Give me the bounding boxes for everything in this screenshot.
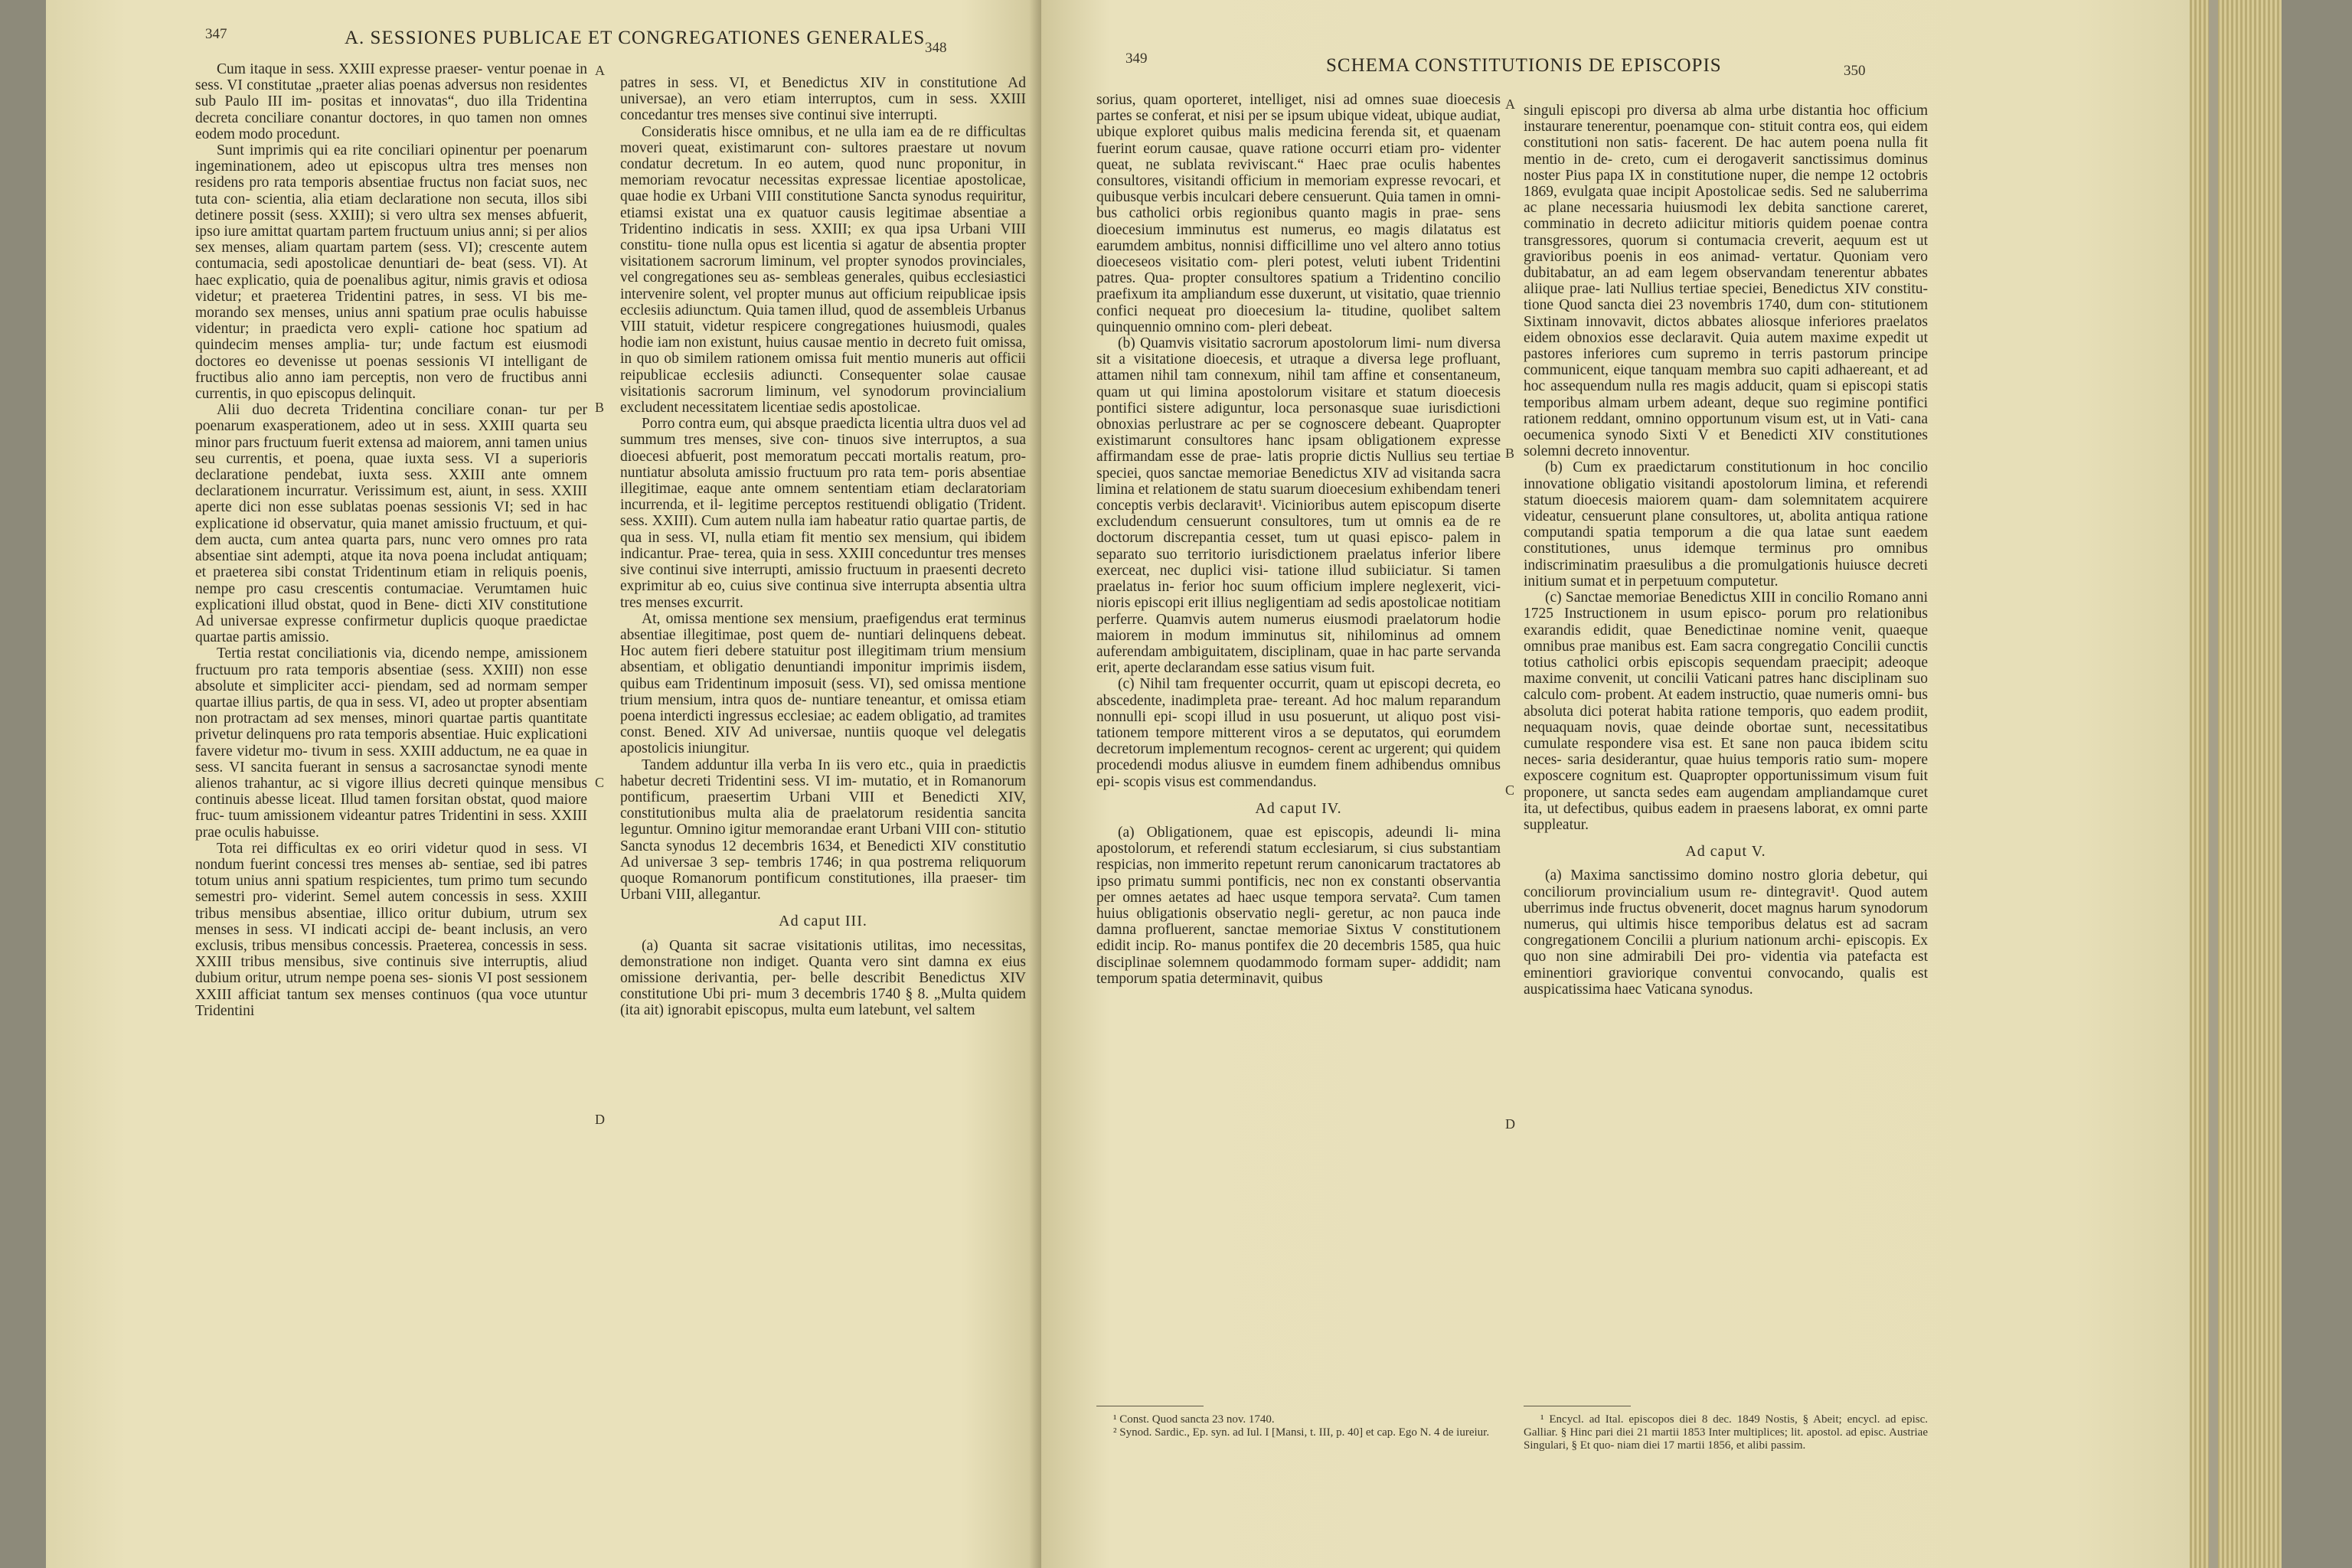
paragraph: (a) Maxima sanctissimo domino nostro gloria debetur, qui conciliorum provincialium usum re- dintegravit¹. Quod autem uberrimus inde fructus obvenerit, docet magnus harum synodorum numerus, qui ultimis hisce temporibus delatus est ad sacram congregationem Concilii a plurium nationum archi- episcopis. Ex quo non sine admirabili Dei pro- videntia via patefacta est eminentiori graviorique conventui convocando, qualis est auspicatissima haec Vaticana synodus. [1524,867,1928,998]
paragraph: (c) Nihil tam frequenter occurrit, quam ut episcopi decreta, eo abscedente, inadimpleta prae- tereant. Ad hoc malum reparandum nonnulli epi- scopi illud in usu posuerunt, ut aliquo post visi- tationem tempore mitterent viros a se deputatos, qui eorumdem decretorum implementum recognos- cerent ac urgerent; qui quidem procedendi modus aliusve in eumdem finem adhibendus omnibus epi- scopis visus est commendandus. [1096,676,1501,790]
page-number-left-outer: 347 [205,26,227,42]
paragraph: Tota rei difficultas ex eo oriri videtur quod in sess. VI nondum fuerint concessi tres menses ab- sentiae, sed ibi patres totum unius anni spatium respicientes, tum primo tum secundo semestri pro- viderint. Semel autem concessis in sess. XXIII tribus mensibus absentiae, illico oritur dubium, utrum sex menses in sess. VI indicati accipi de- beant inclusis, an vero exclusis, tribus mensibus concessis. Praeterea, concessis in sess. XXIII tribus mensibus, sive continuis sive interruptis, aliud dubium oritur, utrum nempe poena ses- sionis VI post sessionem XXIII afficiat tantum sex menses continuos (qua voce utuntur Tridentini [195,840,587,1019]
left-page-column-2 [620,75,1026,1019]
paragraph: (a) Obligationem, quae est episcopis, adeundi li- mina apostolorum, et referendi statum ecclesiarum, si cius substantiam respicias, non immerito repetunt rerum canonicarum tractatores ab ipso primatu summi pontificis, nec non ex constanti observantia per omnes aetates ad haec usque tempora servata². Cum tamen huius obligationis observatio negli- geretur, ac non pauca inde damna profluerent, sanctae memoriae Sixtus V constitutionem edidit incip. Ro- manus pontifex die 20 decembris 1585, qua huic disciplinae solemnem quodammodo formam super- addidit; nam temporum spatia determinavit, quibus [1096,824,1501,987]
paragraph: patres in sess. VI, et Benedictus XIV in constitutione Ad universae), an vero etiam interruptos, cum in sess. XXIII concedantur tres menses sive continui sive interrupti. [620,75,1026,124]
footnote: ² Synod. Sardic., Ep. syn. ad Iul. I [Mansi, t. III, p. 40] et cap. Ego N. 4 de iureiur. [1113,1426,1490,1439]
footnotes-column-1 [1096,1413,1501,1439]
margin-letter: D [1505,1116,1515,1132]
paragraph: Tandem adduntur illa verba In iis vero etc., quia in praedictis habetur decreti Tridentini sess. VI im- mutatio, et in Romanorum pontificum, praesertim Urbani VIII et Benedicti XIV, constitutionibus multa alia de praelatorum residentia sancita leguntur. Omnino igitur memorandae erant Urbani VIII con- stitutio Sancta synodus 12 decembris 1634, et Benedicti XIV constitutio Ad universae 3 sep- tembris 1746; in qua postrema reliquorum quoque Romanorum pontificum constitutiones, illa praeser- tim Urbani VIII, allegantur. [620,756,1026,903]
running-head-left: A. SESSIONES PUBLICAE ET CONGREGATIONES GENERALES [345,28,926,48]
margin-letter: C [1505,782,1515,798]
page-number-left-inner: 348 [925,40,947,56]
paragraph: singuli episcopi pro diversa ab alma urbe distantia hoc officium instaurare tenerentur, poenamque con- stituit contra eos, qui eidem constitutioni non satis- facerent. De hac autem poena nulla fit mentio in de- creto, cum ei derogaverit sanctissimus dominus noster Pius papa IX in constitutione nuper, die nempe 12 octobris 1869, evulgata quae incipit Apostolicae sedis. Sed ne saluberrima ac plane necessaria huiusmodi lex debita sanctione careret, comminatio in decreto adiicitur mitioris quidem poenae contra transgressores, quorum si contumacia creverit, aequum est ut gravioribus poenis in eos animad- vertatur. Quoniam vero dubitabatur, an ad eam legem observandam tenerentur abbates aliique prae- lati Nullius tertiae speciei, Benedictus XIV constitu- tione Quod sancta diei 23 novembris 1740, dum con- stitutionem Sixtinam innovavit, dictos abbates aliosque inferiores praelatos eidem obnoxios esse declaravit. Quia autem maxime expedit ut pastores inferiores cum supremo in terris pastorum principe communicent, eique tanquam membra suo capiti adhaereant, et ad hoc assequendum nulla res magis adducit, quam si episcopi statis temporibus almam urbem adeant, deque suo regimine pontifici rationem reddant, omnino opportunum visum est, ut in Vati- cana oecumenica synodo Sixti V et Benedicti XIV constitutiones solemni decreto innoventur. [1524,103,1928,460]
right-page-column-1 [1096,92,1501,987]
margin-letter: B [1505,446,1515,461]
right-page-column-2 [1524,103,1928,998]
paragraph: At, omissa mentione sex mensium, praefigendus erat terminus absentiae illegitimae, post quem de- nuntiari delinquens debeat. Hoc autem fieri debere statuitur post illegitimam trium mensium absentiam, et obligatio denuntiandi imponitur imprimis iisdem, quibus eam Tridentinum imposuit (sess. VI), sed omissa mentione trium mensium, intra quos de- nuntiare teneantur, et omissa etiam poena interdicti ingressus ecclesiae; ac eadem obligatio, ad tramites const. Bened. XIV Ad universae, nuntiis quoque vel delegatis apostolicis iniungitur. [620,610,1026,757]
footnote: ¹ Encycl. ad Ital. episcopos diei 8 dec. 1849 Nostis, § Abeit; encycl. ad episc. Galliar. § Hinc pari diei 21 martii 1853 Inter multiplices; lit. apostol. ad episc. Austriae Singulari, § Et quo- niam diei 17 martii 1856, et alibi passim. [1524,1413,1928,1452]
margin-letter: A [1505,96,1515,112]
left-page [46,0,1041,1568]
paragraph: (b) Cum ex praedictarum constitutionum in hoc concilio innovatione obligatio visitandi apostolorum limina, et referendi statum dioecesis maiorem quam- dam solemnitatem acquirere videatur, censuerunt plane consultores, ut, abolita antiqua ratione computandi spatia temporum a die qua latae sunt eaedem constitutiones, unus idemque terminus pro omnibus indiscriminatim praesulibus a die promulgationis huiusce decreti initium sumat et in perpetuum computetur. [1524,459,1928,590]
paragraph: (a) Quanta sit sacrae visitationis utilitas, imo necessitas, demonstratione non indiget. Quanta vero sint damna ex eius omissione derivantia, per- belle describit Benedictus XIV constitutione Ubi pri- mum 3 decembris 1740 § 8. „Multa quidem (ita ait) ignorabit episcopus, multa eum latebunt, vel saltem [620,937,1026,1019]
paragraph: (c) Sanctae memoriae Benedictus XIII in concilio Romano anni 1725 Instructionem in usum episco- porum pro relationibus exarandis edidit, quae Benedictinae nomine venit, quaeque omnibus prae manibus est. Eam sacra congregatio Concilii cunctis totius catholici orbis episcopis sequendam praecipit; adeoque maxime convenit, ut concilii Vaticani patres hanc disciplinam suo calculo com- probent. At eadem instructio, quae numeris omni- bus absoluta dici poterat habita ratione temporis, quo eadem prodiit, nequaquam novis, quae deinde obortae sunt, necessitatibus cumulate respondere visa est. Et sane non pauca ibidem scitu neces- saria desiderantur, quae huius temporis ratio sum- mopere exposcere cognitum est. Quapropter opportunissimum visum fuit proponere, ut sancta sedes eam augendam ampliandamque curet ita, ut defectibus, quibus eadem in praesens laborat, ex omni parte suppleatur. [1524,590,1928,833]
right-page [1041,0,2190,1568]
footnote: ¹ Const. Quod sancta 23 nov. 1740. [1113,1413,1275,1426]
footnotes-column-2 [1524,1413,1928,1452]
paragraph: Tertia restat conciliationis via, dicendo nempe, amissionem fructuum pro rata temporis absentiae (sess. XXIII) non esse absolute et simpliciter acci- piendam, sed ad normam semper quartae illius partis, de qua in sess. VI, adeo ut propter absentiam non protractam ad sex menses, minori quartae partis quantitate privetur delinquens pro rata temporis absentiae. Huic explicationi favere videtur mo- tivum in sess. XXIII adductum, ne ea quae in sess. VI sancita fuerant in sensus a sacrosanctae synodi mente alienos trahantur, ac si vigore illius decreti quinque mensibus continuis abesse liceat. Illud tamen forsitan obstat, quod maiore fruc- tuum amissionem videantur patres Tridentini in sess. XXIII prae oculis habuisse. [195,645,587,841]
running-head-right: SCHEMA CONSTITUTIONIS DE EPISCOPIS [1326,55,1722,76]
section-heading: Ad caput IV. [1255,799,1342,817]
left-page-column-1 [195,61,587,1019]
page-number-right-inner: 349 [1125,51,1148,67]
page-block-edge [2190,0,2282,1568]
section-heading: Ad caput V. [1685,843,1766,861]
paragraph: Porro contra eum, qui absque praedicta licentia ultra duos vel ad summum tres menses, sive con- tinuos sive interruptos, a sua dioecesi abfuerit, post memoratum peccati mortalis reatum, pro- nuntiatur absoluta amissio fructuum pro rata tem- poris absentiae illegitimae, eaque ante omnem sententiam etiam declaratoriam incurrenda, et il- legitime perceptos restituendi obligatio (Trident. sess. XXIII). Cum autem nulla iam habeatur ratio quartae partis, de qua in sess. VI, nulla etiam fit mentio sex mensium, qui ibidem indicantur. Prae- terea, quia in sess. XXIII conceduntur tres menses sive continui sive interrupti, amissio fructuum in praesenti decreto exprimitur ab eo, cuius sive continua sive interrupta absentia ultra tres menses excurrit. [620,416,1026,611]
paragraph: Sunt imprimis qui ea rite conciliari opinentur per poenarum ingeminationem, adeo ut episcopus ultra tres menses non residens pro rata temporis absentiae fructus non faciat suos, nec tuta con- scientia, alia etiam declaratione non secuta, illos sibi detinere possit (sess. XXIII); si vero ultra sex menses abfuerit, ipso iure amittat quartam partem fructuum unius anni; si per alios sex menses, aliam quartam partem (sess. VI); crescente autem contumacia, sedi apostolicae denuntiari de- beat (sess. VI). At haec explicatio, quia de poenalibus agitur, nimis gravis et odiosa videtur; et praeterea Tridentini patres, in sess. VI bis me- morando sex menses, unius anni spatium prae oculis habuisse videntur; in praedicta vero expli- catione hoc spatium ad quindecim menses amplia- tur; unde factum est eiusmodi doctores eo devenisse ut poenas sessionis VI intelligant de fructibus alio anno iam perceptis, non vero de fructibus anni currentis, in quo episcopus delinquit. [195,142,587,403]
paragraph: Consideratis hisce omnibus, et ne ulla iam ea de re difficultas moveri queat, existimarunt con- sultores praestare ut novum condatur decretum. In eo autem, quod nunc proponitur, in memoriam revocatur necessitas expressae licentiae apostolicae, quae hodie ex Urbani VIII constitutione Sancta synodus requiritur, etiamsi existat una ex quatuor causis legitimae absentiae a Tridentino indicatis in sess. XXIII; ex qua ipsa Urbani VIII constitu- tione nulla opus est licentia si agatur de absentia propter visitationem sacrorum liminum, vel propter synodos provinciales, vel congregationes seu as- sembleas generales, quibus ecclesiastici intervenire solent, vel propter munus aut officium reipublicae ipsis ecclesiis adiunctum. Quia tamen illud, quod de assembleis Urbanus VIII statuit, videtur respicere congregationes huiusmodi, quales hodie iam non existunt, huius causae mentio in decreto fuit omissa, in quo ob similem rationem omissa fuit mentio muneris aut officii reipublicae ecclesiis adiuncti. Consequenter solae causae visitationis sacrorum liminum, vel synodorum provincialium excludent necessitatem licentiae sedis apostolicae. [620,123,1026,416]
paragraph: sorius, quam oporteret, intelliget, nisi ad omnes suae dioecesis partes se conferat, et nisi per se ipsum ubique videat, ubique audiat, ubique exploret quibus malis medicina ferenda sit, et quaenam fuerint eorum causae, quave ratione occurri etiam pro- videnter queat, ne sublata reviviscant.“ Haec prae oculis habentes consultores, visitandi officium in memoriam expresse revocari, et quibusque verbis inculcari debere censuerunt. Quia tamen in omni- bus catholici orbis regionibus quanto magis in prae- sens dioecesium imminutus est numerus, eo magis dilatatus est earumdem ambitus, nonnisi difficillime uno vel altero anno totius dioeceseos visitatio com- pleri potest, veluti iubent Tridentini patres. Qua- propter consultores spatium a Tridentino concilio praefixum ita ampliandum esse duxerunt, ut visitatio, quae triennio confici nequeat pro dioecesium la- titudine, quolibet saltem quinquennio omnino com- pleri debeat. [1096,92,1501,335]
section-heading: Ad caput III. [779,913,867,930]
margin-letter: C [595,775,605,790]
margin-letter: B [595,400,605,415]
paragraph: (b) Quamvis visitatio sacrorum apostolorum limi- num diversa sit a visitatione dioecesis, et utraque a diversa lege profluant, attamen nihil tam connexum, nihil tam affine et consentaneum, quam ut qui limina apostolorum visitare et statum dioecesis pontifici sistere adiguntur, loca personasque suae iurisdictioni obnoxias perlustrare ac per se cognoscere debeant. Quapropter existimarunt consultores hanc ipsam obligationem expresse affirmandam esse de prae- latis proprie dictis Nullius seu tertiae speciei, quos sanctae memoriae Benedictus XIV ad visitanda sacra limina et relationem de statu suarum dioecesium exhibendam teneri conceptis verbis declaravit¹. Vicinioribus autem episcopum diserte excludendum censuerunt consultores, tum ut omnis ea de re doctorum discrepantia cesset, tum ut quasi episco- palem in separato suo territorio iurisdictionem praelatus inferior libere exerceat, nec duplici visi- tatione illud subiiciatur. Si tamen praelatus in- ferior hoc suum officium implere neglexerit, vici- nioris episcopi erit illius negligentiam ad sedis apostolicae notitiam perferre. Quamvis autem numerus eiusmodi praelatorum hodie maiorem in modum imminutus sit, nihilominus ad omnem auferendam ambiguitatem, disciplinam, quae in hac parte servanda erit, aperte declarandam esse satius visum fuit. [1096,335,1501,677]
margin-letter: A [595,63,605,78]
margin-letter: D [595,1112,605,1127]
paragraph: Alii duo decreta Tridentina conciliare conan- tur per poenarum exasperationem, adeo ut in sess. XXIII quarta seu minor pars fructuum fuerit extensa ad maiorem, anni tamen unius seu currentis, et poena, quae iuxta sess. VI a superioris declaratione pendebat, iuxta sess. XXIII ante omnem declarationem incurratur. Verissimum est, aiunt, in sess. XXIII aperte dici non esse sublatas poenas sessionis VI; sed in hac explicatione id observatur, quia manet amissio fructuum, et qui- dem aucta, cum antea quarta pars, nunc vero omnes pro rata absentiae sint adempti, atque ita nova poena includat antiquam; et praeterea sibi constat Tridentinum etiam in reliquis poenis, nempe pro casu crescentis contumaciae. Verumtamen huic explicationi illud obstat, quod in Bene- dicti XIV constitutione Ad universae expresse confirmetur duplicis quoque praedictae quartae partis amissio. [195,402,587,646]
paragraph: Cum itaque in sess. XXIII expresse praeser- ventur poenae in sess. VI constitutae „praeter alias poenas adversus non residentes sub Paulo III im- positas et innovatas“, duo illa Tridentina decreta conciliare conantur doctores, in quo tamen non omnes eodem modo procedunt. [195,61,587,142]
page-number-right-outer: 350 [1844,63,1866,79]
binding-stripe [2209,0,2218,1568]
